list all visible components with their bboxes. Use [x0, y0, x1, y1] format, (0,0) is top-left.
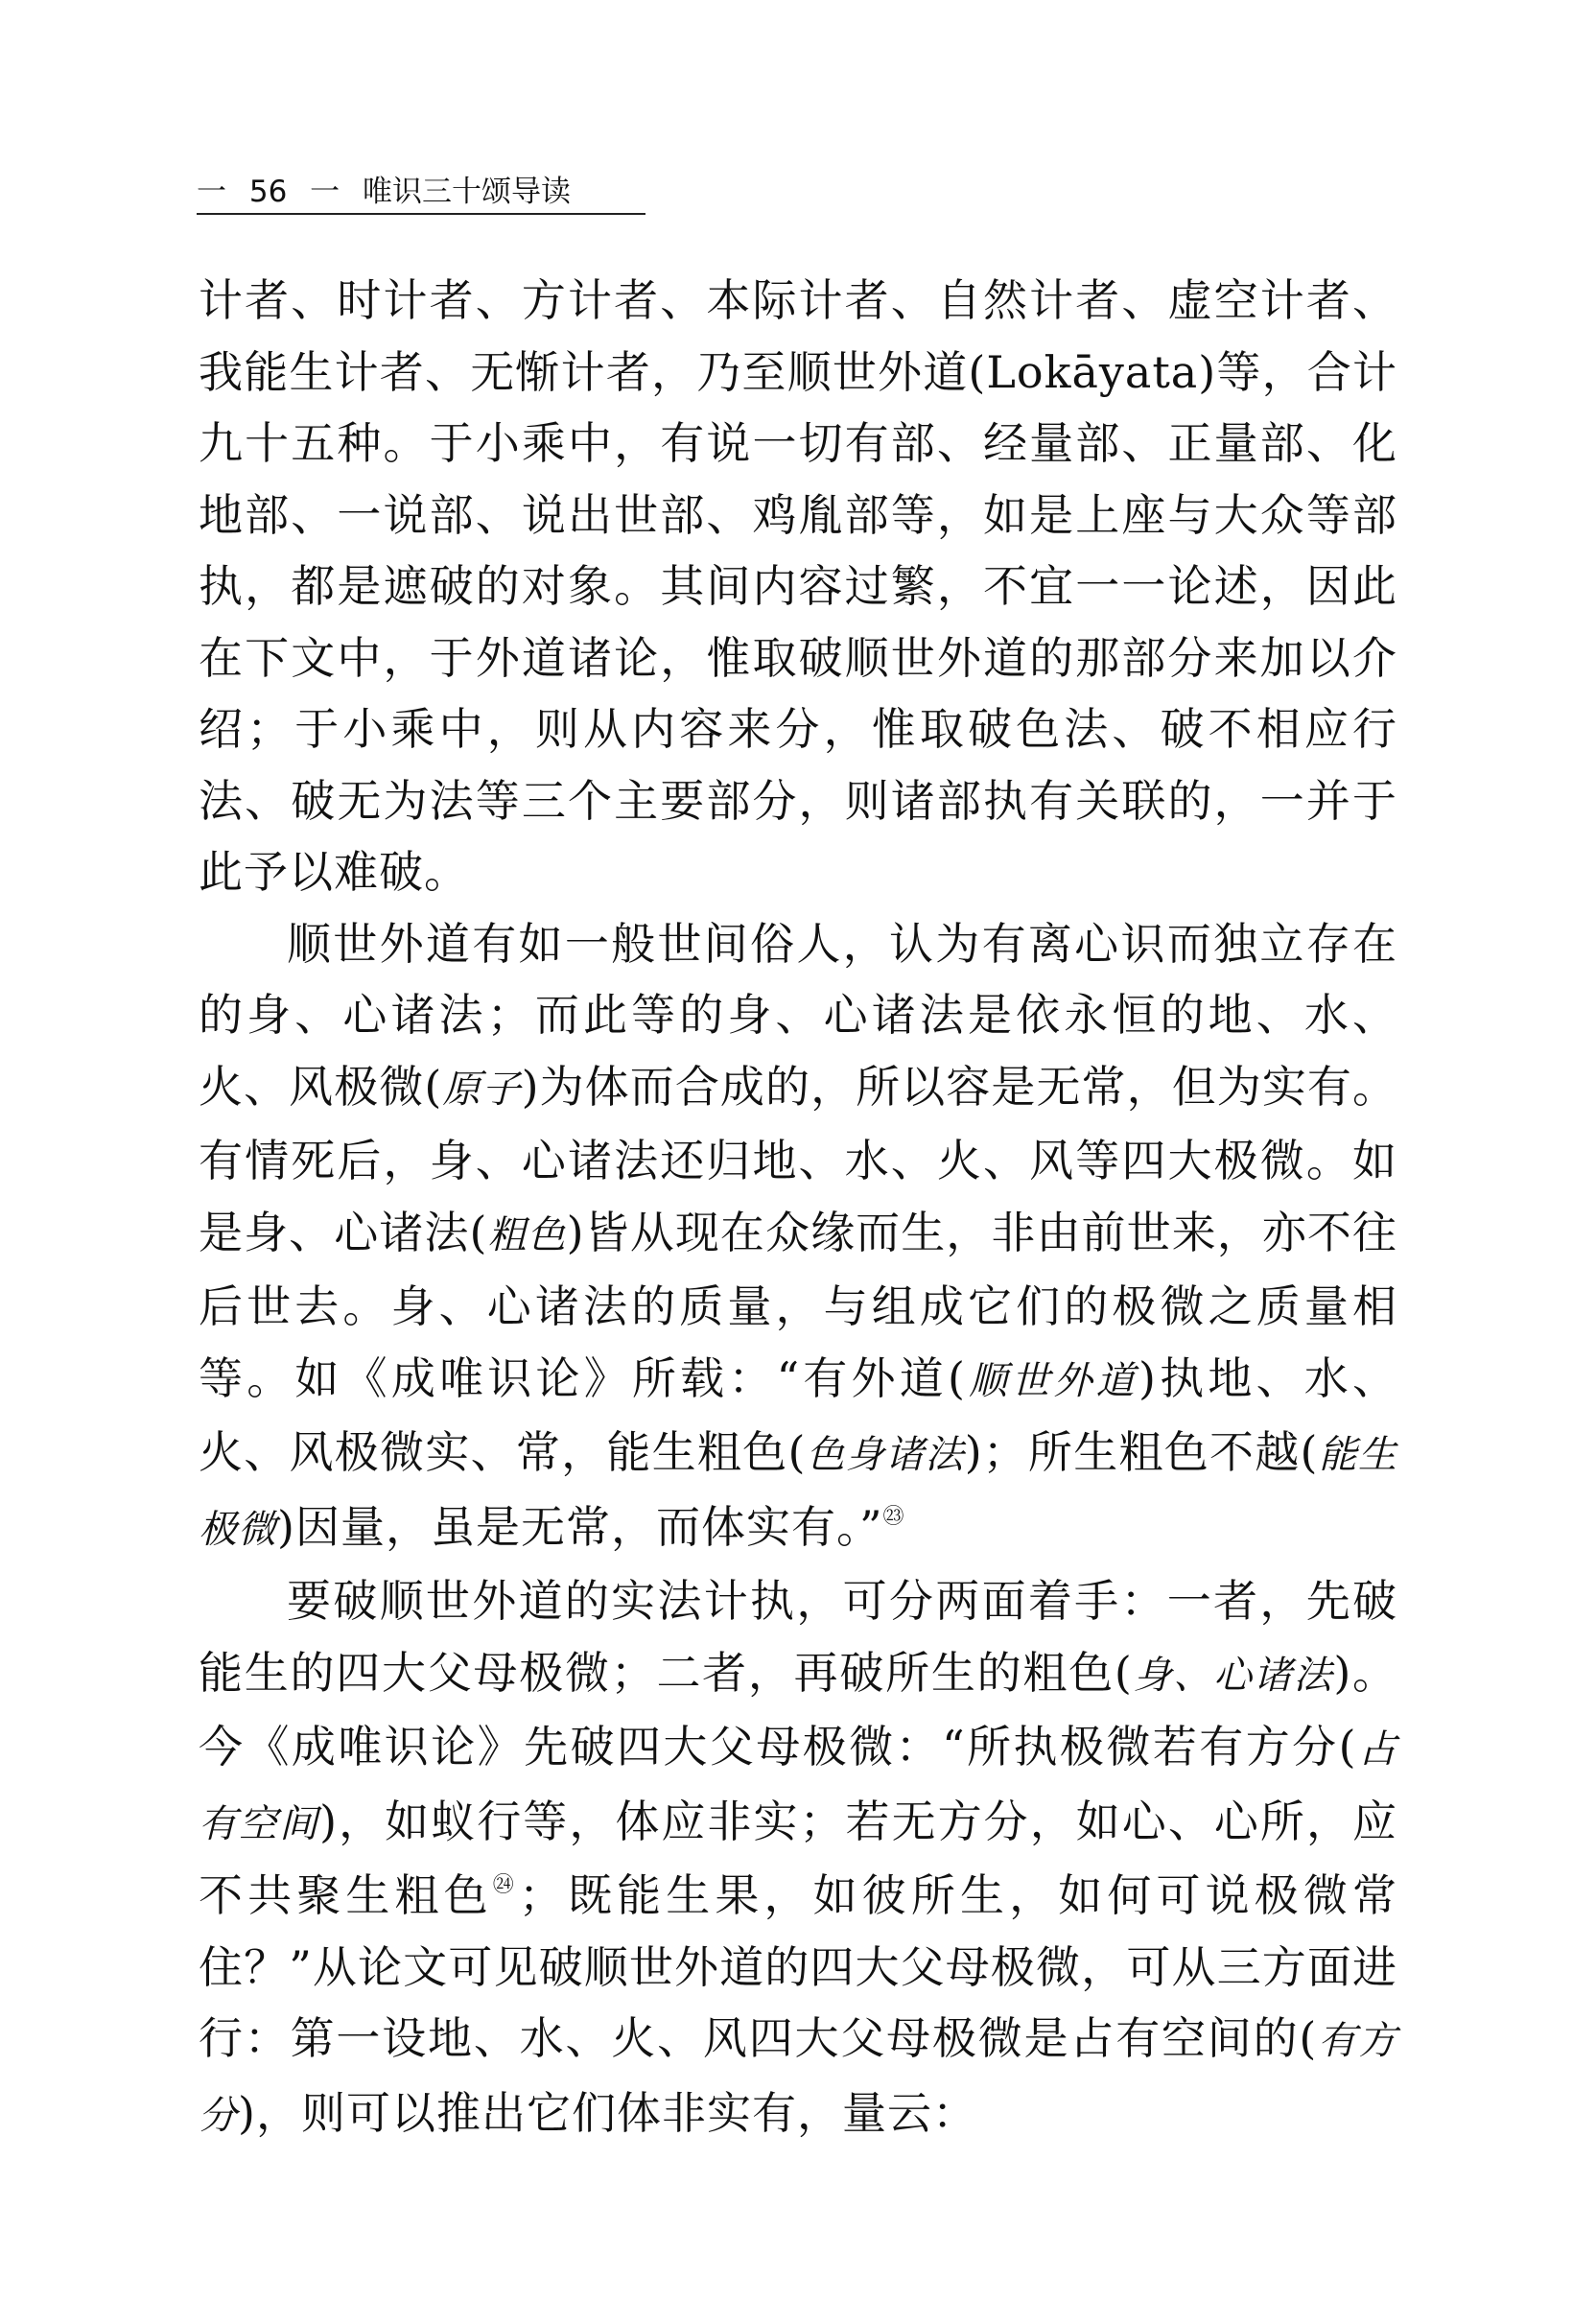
header-dash-left: 一 — [197, 175, 226, 209]
paragraph-3-segment: )，则可以推出它们体非实有，量云： — [238, 2086, 977, 2139]
inline-note: 色身诸法 — [806, 1433, 965, 1477]
inline-note: 有方分 — [199, 2019, 1397, 2138]
paragraph-2-segment: )执地、水、火、风极微实、常，能生粗色( — [199, 1351, 1398, 1478]
running-head — [197, 171, 647, 213]
inline-note: 身、心诸法 — [1132, 1653, 1334, 1698]
paragraph-3-segment: )。今《成唯识论》先破四大父母极微：“所执极微若有方分( — [199, 1646, 1398, 1773]
paragraph-3-segment: 要破顺世外道的实法计执，可分两面着手：一者，先破能生的四大父母极微；二者，再破所生的粗色( — [199, 1575, 1397, 1699]
inline-note: 粗色 — [487, 1212, 567, 1257]
paragraph-2-segment: )；所生粗色不越( — [964, 1426, 1319, 1478]
paragraph-1 — [199, 265, 1397, 908]
paragraph-2 — [199, 908, 1397, 1566]
body-text — [199, 265, 1397, 2151]
inline-note: 占有空间 — [199, 1727, 1398, 1846]
header-rule — [197, 213, 645, 215]
paragraph-3-segment: )，如蚁行等，体应非实；若无方分，如心、心所，应不共聚生粗色 — [199, 1795, 1397, 1921]
paragraph-2-segment: 顺世外道有如一般世间俗人，认为有离心识而独立存在的身、心诸法；而此等的身、心诸法是依永恒的地、水、火、风极微( — [199, 917, 1397, 1113]
book-title: 唯识三十颂导读 — [363, 175, 572, 209]
header-dash-right: 一 — [310, 175, 340, 209]
paragraph-3-segment: ；既能生果，如彼所生，如何可说极微常住？”从论文可见破顺世外道的四大父母极微，可从三方面进行：第一设地、水、火、风四大父母极微是占有空间的( — [199, 1869, 1397, 2064]
paragraph-1-text: 计者、时计者、方计者、本际计者、自然计者、虚空计者、我能生计者、无惭计者，乃至顺世外道(Lokāyata)等，合计九十五种。于小乘中，有说一切有部、经量部、正量部、化地部、一说部、说出世部、鸡胤部等，如是上座与大众等部执，都是遮破的对象。其间内容过繁，不宜一一论述，因此在下文中，于外道诸论，惟取破顺世外道的那部分来加以介绍；于小乘中，则从内容来分，惟取破色法、破不相应行法、破无为法等三个主要部分，则诸部执有关联的，一并于此予以难破。 — [199, 274, 1397, 898]
paragraph-2-segment: )因量，虽是无常，而体实有。” — [277, 1500, 883, 1553]
paragraph-3 — [199, 1565, 1397, 2151]
paragraph-2-segment: )皆从现在众缘而生，非由前世来，亦不往后世去。身、心诸法的质量，与组成它们的极微之质量相等。如《成唯识论》所载：“有外道( — [199, 1206, 1397, 1404]
inline-note: 顺世外道 — [965, 1358, 1138, 1403]
page-number: 56 — [248, 175, 288, 209]
paragraph-2-segment: )为体而合成的，所以容是无常，但为实有。有情死后，身、心诸法还归地、水、火、风等四大极微。如是身、心诸法( — [199, 1060, 1397, 1258]
footnote-marker-24[interactable]: ㉔ — [492, 1873, 519, 1897]
footnote-marker-23[interactable]: ㉓ — [882, 1504, 905, 1529]
inline-note: 能生极微 — [199, 1433, 1397, 1552]
inline-note: 原子 — [442, 1067, 522, 1112]
